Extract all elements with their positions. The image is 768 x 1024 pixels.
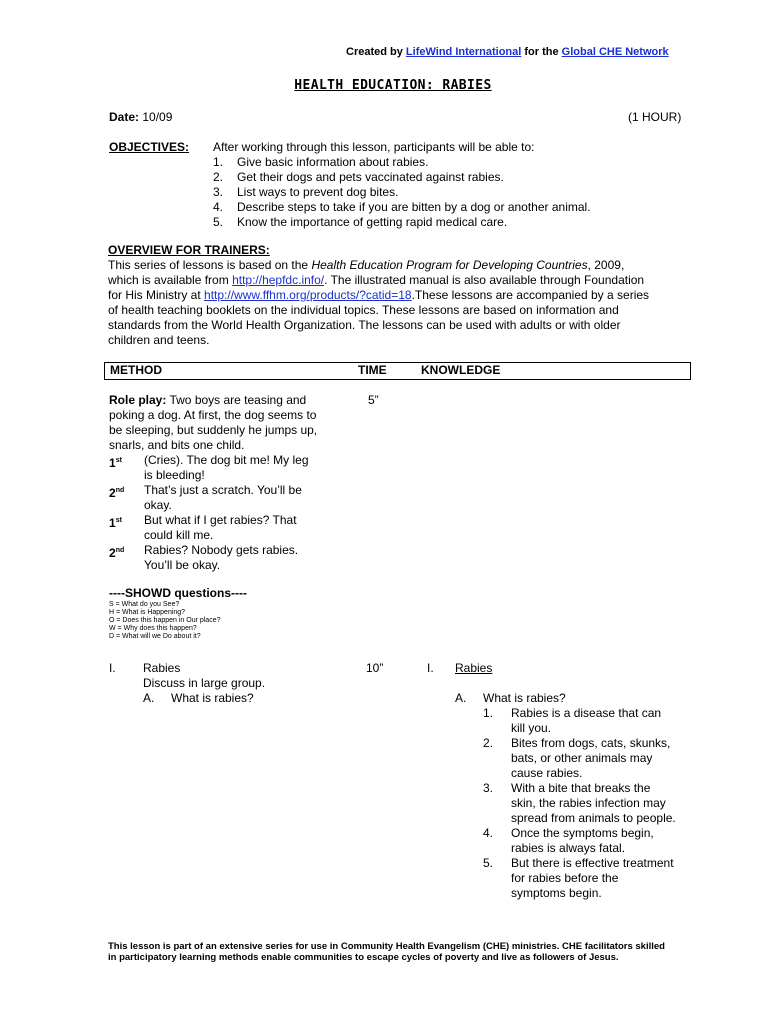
dialogue-line: 1st But what if I get rabies? That could kill me. [109,513,297,542]
overview-line: standards from the World Health Organization. The lessons can be used with adults or with older [108,318,621,332]
section1-knowledge: I. Rabies A. What is rabies? 1. Rabies is a disease that can kill you. 2. Bites from dogs, cats, skunks, bats, or other animals may cause rabies. 3. With a bite that breaks the skin, the rabies infection may spread from animals to people. 4. Once the symptoms begin, rabies is always fatal. 5. But there is effective treatment for rabies before the symptoms begin. [427,661,697,901]
showd-key-h: H = What is Happening? [109,609,186,616]
objectives-list [213,155,693,230]
hepfdc-link[interactable]: http://hepfdc.info/ [232,273,325,287]
dialogue-line: 2nd That’s just a scratch. You’ll be okay. [109,483,302,512]
showd-heading: ----SHOWD questions---- [109,586,247,600]
dialogue-line: 1st (Cries). The dog bit me! My leg is bleeding! [109,453,309,482]
knowledge-item: 2. Bites from dogs, cats, skunks, bats, or other animals may cause rabies. [483,736,671,780]
overview-line: which is available from http://hepfdc.info/. The illustrated manual is also available through Foundation [108,273,645,287]
knowledge-title: Rabies [455,661,493,675]
section1-num: I. [109,661,116,675]
date-label: Date: [109,110,140,124]
global-che-link[interactable]: Global CHE Network [561,46,669,58]
overview-section [108,243,698,348]
ffhm-link[interactable]: http://www.ffhm.org/products/?catid=18 [204,288,412,302]
objective-item: 2. Get their dogs and pets vaccinated against rabies. [213,170,504,184]
role-play-label: Role play: [109,393,167,407]
role-play-time: 5” [368,393,379,407]
footer-note: This lesson is part of an extensive series for use in Community Health Evangelism (CHE) ministries. CHE facilitators skilled in participatory learning methods enable communities to escape cycles of poverty and live as followers of Jesus. [108,941,665,963]
lifewind-link[interactable]: LifeWind International [405,46,522,58]
section1-title: Rabies [143,661,181,675]
knowledge-item: 5. But there is effective treatment for rabies before the symptoms begin. [483,856,674,900]
page-title: HEALTH EDUCATION: RABIES [294,78,492,93]
overview-line: This series of lessons is based on the Health Education Program for Developing Countries, 2009, [108,258,625,272]
table-header [104,362,691,380]
book-title: Health Education Program for Developing Countries [311,258,588,272]
section1-time: 10” [366,661,384,675]
credit-prefix: Created by [346,46,406,58]
overview-line: of health teaching booklets on the individual topics. These lessons are based on information and [108,303,619,317]
header-time: TIME [358,363,387,377]
section1-sub: Discuss in large group. [143,676,266,690]
credit-line [346,46,669,58]
knowledge-list [427,706,697,901]
objective-item: 4. Describe steps to take if you are bitten by a dog or another animal. [213,200,591,214]
section1-method: I. Rabies Discuss in large group. A. What is rabies? [109,661,349,706]
showd-section [109,586,349,641]
showd-key-o: O = Does this happen in Our place? [109,617,221,624]
objectives-label: OBJECTIVES: [109,140,190,154]
role-play-desc: Role play: Two boys are teasing and [109,393,307,407]
objective-item: 5. Know the importance of getting rapid medical care. [213,215,508,229]
objective-item: 3. List ways to prevent dog bites. [213,185,399,199]
knowledge-item: 3. With a bite that breaks the skin, the rabies infection may spread from animals to people. [483,781,676,825]
overview-line: for His Ministry at http://www.ffhm.org/products/?catid=18.These lessons are accompanied by a series [108,288,650,302]
dialogue-line: 2nd Rabies? Nobody gets rabies. You’ll be okay. [109,543,299,572]
credit-middle: for the [521,46,562,58]
header-method: METHOD [110,363,162,377]
date-value: 10/09 [142,110,173,124]
date-row [109,110,172,125]
overview-line: children and teens. [108,333,210,347]
showd-key-w: W = Why does this happen? [109,625,197,632]
knowledge-question: What is rabies? [483,691,566,705]
section1-question: What is rabies? [171,691,254,705]
showd-key-d: D = What will we Do about it? [109,633,201,640]
objectives-block [213,140,693,230]
overview-heading: OVERVIEW FOR TRAINERS: [108,243,270,257]
duration: (1 HOUR) [628,110,682,124]
knowledge-item: 4. Once the symptoms begin, rabies is always fatal. [483,826,654,855]
knowledge-item: 1. Rabies is a disease that can kill you. [483,706,662,735]
showd-key-s: S = What do you See? [109,601,180,608]
knowledge-num: I. [427,661,434,675]
objectives-intro: After working through this lesson, participants will be able to: [213,140,535,154]
header-knowledge: KNOWLEDGE [421,363,501,377]
objective-item: 1. Give basic information about rabies. [213,155,429,169]
role-play: Role play: Two boys are teasing and poking a dog. At first, the dog seems to be sleeping, but suddenly he jumps up, snarls, and bits one child. 1st (Cries). The dog bit me! My leg is bleeding! 2nd That’s just a scratch. You’ll be okay. 1st But what if I get rabies? That could kill me. 2nd Rabies? Nobody gets rabies. You’ll be okay. [109,393,349,573]
